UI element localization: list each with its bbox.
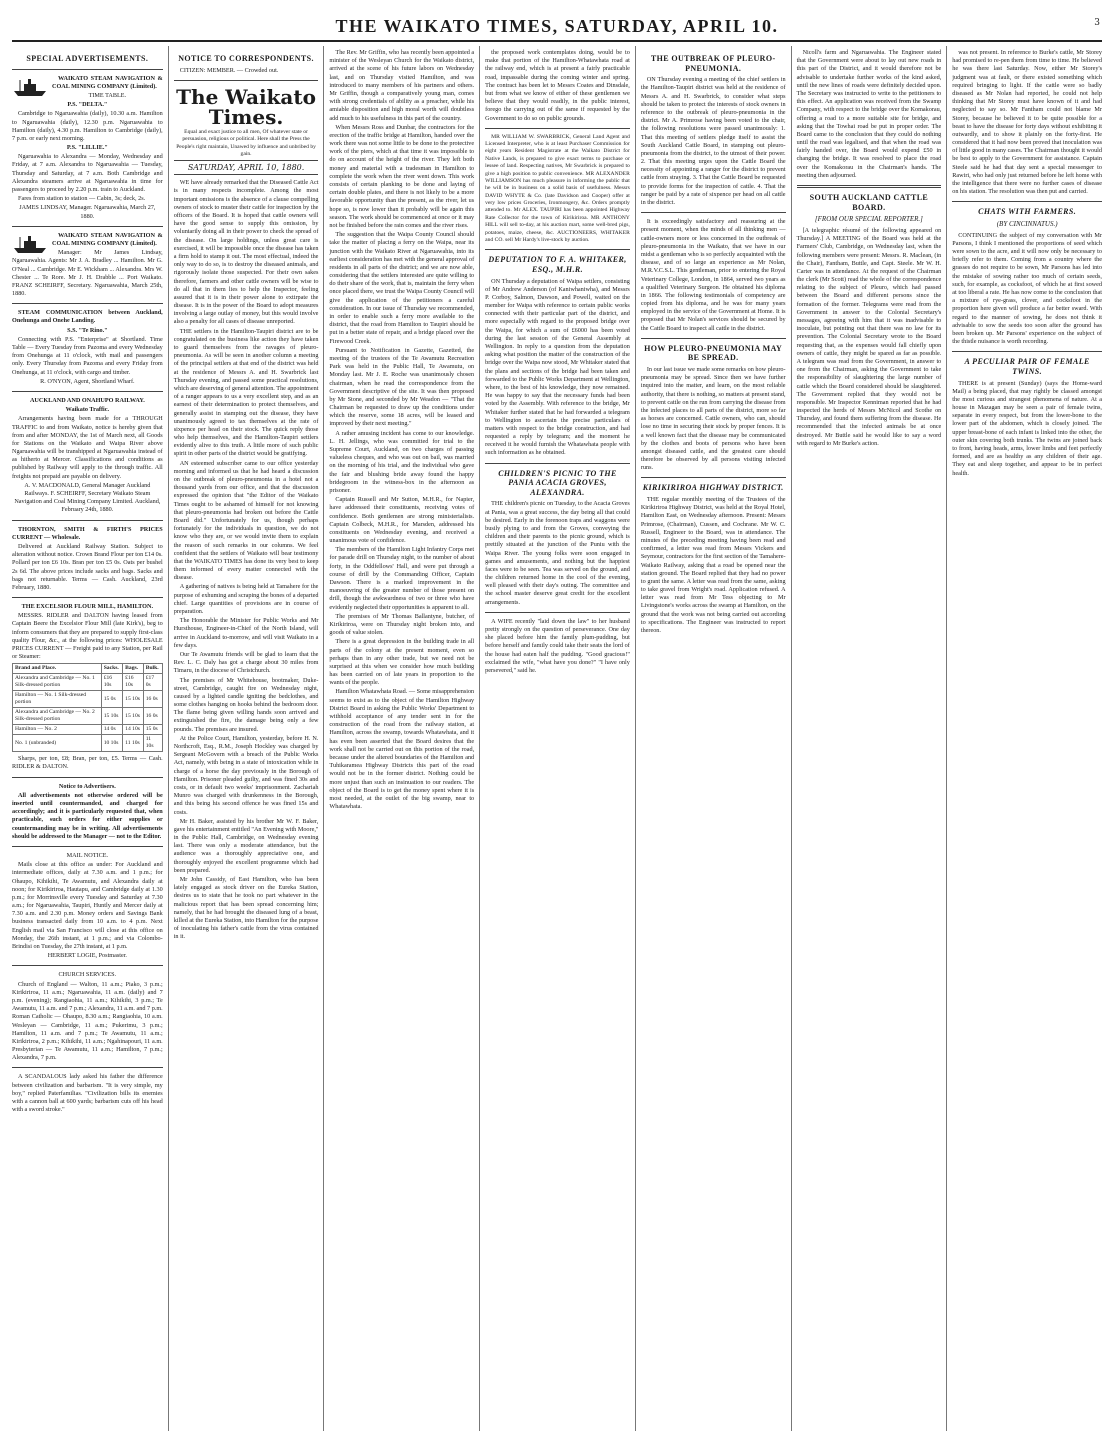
editorial-para: Our Te Awamutu friends will be glad to learn that the Rev. L. C. Daly has got a charge about 30 miles from Timaru, in the diocese of Christchurch. [173,650,319,675]
news-para: was not present. In reference to Burke's cattle, Mr Storey had promised to re-pen them from time to time. He believed he was there last Saturday. Now, either Mr Storey's judgment was at fault, or there existed something which required bringing to light. If the cattle were so badly diseased as Mr Nolan had reported, he could not help thinking that Mr Storey must have known of it and had neglected to say so. Mr Fantham could not blame Mr Storey, because he believed it to be quite possible for a beast to have the disease for forty days without exhibiting it outwardly, and to show it plainly on the forty-first. He considered that it had now been proved that inoculation was of little good in many cases. The Chairman thought it would be best to apply to the Government for assistance. Captain Steele said he had that day sent a special messenger to Rawiri, who had only just returned before he left home with the intelligence that there were no further cases of disease on his station. The resolution was then put and carried. [952,49,1102,196]
divider [485,463,630,464]
flour-price-table [12,663,163,752]
picnic-text: THE children's picnic on Tuesday, to the Acacia Groves at Pania, was a great success, the day being all that could be desired. Early in the forenoon traps and waggons were busily plying to and from the Groves, conveying the children and their parents to the picnic ground, which is prettily situated at the junction of the Puniu with the Waipa River. The young folks were soon engaged in games and amusements, and nothing but the happiest faces were to be seen. Tea was served on the ground, and the children returned home in the cool of the evening, well pleased with their day's outing. The committee and the school master deserve great credit for the excellent arrangements. [485,500,630,606]
chats-heading: CHATS WITH FARMERS. [978,207,1077,217]
editorial-para: Mr John Cassidy, of East Hamilton, who has been lately engaged as stock driver on the Eureka Station, desires us to state that he took no part whatever in the malicious report that has been spread concerning him; namely, that he had brought the diseased lung of a beast, killed at the Eureka Station, into Hamilton for the purpose of inoculating his father's cattle from the virus contained in it. [173,876,319,941]
editorial-para: Mr H. Baker, assisted by his brother Mr W. F. Baker, gave his entertainment entitled "An Evening with Moore," in the Public Hall, Cambridge, on Wednesday evening last. There was only a moderate attendance, but the audience was a thoroughly appreciative one, and thoroughly enjoyed the excellent programme which had been prepared. [173,817,319,874]
deputation-heading: DEPUTATION TO F. A. WHITAKER, ESQ., M.H.R. [488,255,627,274]
news-para: The suggestion that the Waipa County Council should take the matter of placing a ferry on the Waipa, near its junction with the Waikato River at Ngaruawahia, into its earliest consideration has met with the general approval of residents in all parts of the district; and we are now able, considering that the settlers interested are quite willing to do their share of the work, that is, maintain the ferry when once placed there, we trust the Waipa County Council will give the application of the petitioners a careful consideration. In our issue of Thursday we recommended, in order to enable such a ferry more available to the district, that the road from Hamilton to Taupiri should be put in a better state of repair, and a bridge placed over the Firewood Creek. [329,231,475,345]
lillie-title: P.S. "LILLIE." [66,144,108,152]
deputation-text: ON Thursday a deputation of Waipa settlers, consisting of Mr Andrew Anderson (of Kaniwhaniwha), and Messrs P. Corboy, Salmon, Dawson, and Powell, waited on the member for Waipa with reference to certain public works connected with their particular part of the district, and more especially with regard to the proposed bridge over the Waipa, for which a sum of £6000 has been voted during the last session of the General Assembly at Wellington. In reply to a question from the deputation asking what position the matter of the construction of the bridge over the Waipa now stood, Mr Whitaker stated that the plans and sections of the bridge had been taken and forwarded to the Public Works Department at Wellington, where, to the best of his knowledge, they now remained. He was happy to say that the necessary funds had been voted by the Assembly. With reference to the bridge, Mr Whitaker further stated that he had forwarded a telegram to Wellington to ascertain the precise particulars of matters with respect to the bridge construction, and had requested a reply by telegram; and the moment he received it he would furnish the Whatawhata people with such information as he obtained. [485,277,630,457]
table-header: Sacks. [101,664,122,674]
divider [641,212,786,213]
table-cell: 16 0s [143,691,162,708]
excelsior-footer: Sharps, per ton, £8; Bran, per ton, £5. Terms — Cash. RIDLER & DALTON. [12,755,163,771]
church-text: Church of England — Walton, 11 a.m.; Piako, 3 p.m.; Kirikiriroa, 11 a.m.; Ngaruawahia, 11 a.m. (daily) and 7 p.m. (evening); Rangiaohia, 11 a.m.; Kihikihi, 3 p.m.; Te Awamutu, 11 a.m. and 7 p.m.; Alexandra, 11 a.m. and 7 p.m. Roman Catholic — Ohaupo, 8.30 a.m.; Rangiaohia, 10 a.m. Wesleyan — Cambridge, 11 a.m.; Pukerimu, 3 p.m.; Hamilton, 11 a.m. and 7 p.m.; Te Awamutu, 11 a.m.; Kirikiriroa, 2 p.m.; Kihikihi, 11 a.m.; Ngahinapouri, 11 a.m. Presbyterian — Te Awamutu, 11 a.m.; Hamilton, 7 p.m.; Alexandra, 7 p.m. [12,980,163,1062]
small-ads: MR WILLIAM W. SWARBRICK, General Land Agent and Licensed Interpreter, who is at least Purchaser Commission for eight years Resident Magistrate at the Waikato District for Native Lands, is prepared to give exact terms to purchase or lessee of land. Respecting natives, Mr Swarbrick is prepared to give a high position to public convenience. MR ALEXANDER WILLIAMSON has much pleasure in informing the public that he will be in business on a solid basis of usefulness. Messrs DAVID WHYTE & Co. (late Davidson and Cooper) offer at very low prices Groceries, Ironmongery, &c. Orders promptly attended to. Mr ALEX. TAUPIRI has been appointed Highway Rate Collector for the town of Kirikiriroa. MR ANTHONY HILL will sell to-day, at his auction mart, some well-bred pigs, potatoes, maize, cheese, &c. AUCTIONEERS, WHITAKER and CO. sell Mr Hardy's live-stock by auction. [485,133,630,243]
table-row [13,735,163,752]
news-para: The Rev. Mr Griffin, who has recently been appointed a minister of the Wesleyan Church for the Waikato district, arrived at the scene of his future labors on Wednesday last, and on Thursday visited Hamilton, and was introduced to many members of his partners and others. Mr Griffin, though a comparatively young man, comes with strong credentials of ability as a preacher, while his amiable disposition and high moral worth will doubtless add much to his usefulness in this part of the country. [329,49,475,122]
table-cell: 14 0s [101,725,122,735]
table-cell: Hamilton — No. 1 Silk-dressed portion [13,691,102,708]
excelsior-title: THE EXCELSIOR FLOUR MILL, HAMILTON. [21,603,154,611]
steam-comm-text: Connecting with P.S. "Enterprise" at Shortland. Time Table — Every Tuesday from Pazoma and every Wednesday from Onehunga at 11 o'clock, with mail and passengers only. Every Thursday from Pazoma and every Friday from Onehunga, at 11 o'clock, with cargo and timber. [12,335,163,376]
table-cell: £16 10s [101,674,122,691]
divider [12,777,163,778]
column-4 [479,46,635,1431]
table-cell: £16 10s [123,674,144,691]
cattle-board-subheading: [FROM OUR SPECIAL REPORTER.] [814,215,923,224]
column-6 [791,46,947,1431]
news-para: A rather amusing incident has come to our knowledge. L. H. Jellings, who was committed for trial to the Supreme Court, Auckland, on two charges of passing valueless cheques, and who was out on bail, was married on the morning of his trial, and the individual who gave the fair and blushing bride away found the happy bridegroom in the witness-box in the afternoon as prisoner. [329,429,475,494]
lillie-fares: Fares from station to station — Cabin, 3s; deck, 2s. [18,195,146,203]
editorial-para: WE have already remarked that the Diseased Cattle Act is in many respects incomplete. Among the most important omissions is the absence of a clause compelling owners of stock to muster their cattle for inspection by the officers of the Board. It is hoped that cattle owners will have the good sense to supply this omission, by voluntarily doing all in their power to check the spread of the disease. On large holdings, unless great care is exercised, it will be impossible once the disease has taken a firm hold to stamp it out. The most effectual, indeed the only way to do so, is to destroy the diseased animals, and rigorously isolate those suspected. For their own sakes therefore, farmers and other cattle owners will be wise to do all that in them lies to help the Inspector, feeling assured that it is in their power alone to extirpate the disease. It is in the power of the Board to adopt measures involving a large outlay of money, but this would involve also a penalty for all cases of disease unreported. [173,179,319,326]
steam-comm-title: STEAM COMMUNICATION between Auckland, Onehunga and Onehe Landing. [12,309,163,325]
spread-heading: HOW PLEURO-PNEUMONIA MAY BE SPREAD. [644,343,783,363]
steam-co-name: WAIKATO STEAM NAVIGATION & COAL MINING COMPANY (Limited). [52,74,163,90]
notice-text: All advertisements not otherwise ordered will be inserted until countermanded, and charged for accordingly; and it is particularly requested that, when practicable, such orders for either supplies or countermanding may be in writing. All advertisements should be addressed to the Manager — not to the Editor. [12,791,163,840]
steam-co-name-2: WAIKATO STEAM NAVIGATION & COAL MINING COMPANY (Limited). [52,231,163,247]
news-para: The premises of Mr Thomas Ballantyne, butcher, of Kirikiriroa, were on Thursday night broken into, and goods of value stolen. [329,612,475,637]
pleuro-text: ON Thursday evening a meeting of the chief settlers in the Hamilton-Taupiri district was held at the residence of Messrs A. and H. Swarbrick, to consider what steps should be taken to protect the interests of stock owners in reference to the outbreak of pleuro-pneumonia in the district. Mr A. Primrose having been voted to the chair, the following resolutions were passed unanimously: 1. That this meeting of settlers pledge itself to assist the South Auckland Cattle Board, in stamping out pleuro-pneumonia from the district, to the utmost of their power. 2. That this meeting urges upon the Cattle Board the necessity of appointing a ranger for the district to prevent cattle from straying. 3. That the Cattle Board be requested to provide forms for the inspection of cattle. 4. That the ranger be paid by a rate of sixpence per head on all cattle in the district. [640,76,786,206]
kirikiriroa-text: THE regular monthly meeting of the Trustees of the Kirikiriroa Highway District, was held at the Royal Hotel, Hamilton East, on Wednesday afternoon. Present: Messrs Primrose, (Chairman), Cussen, and Cochrane. Mr W. C. Russell, Engineer to the Board, was in attendance. The minutes of the preceding meeting having been read and confirmed, a letter was read from Messrs Vickers and Seymour, contractors for the first section of the Tamahere-Waikato Railway, asking that a road be opened near the station ground. The Board replied that they had no power to grant the same. A letter was read from the same, asking to take gravel from Wright's road. Application refused. A letter was read from Mr Tess objecting to Mr Livingstone's works across the swamp at Hamilton, on the ground that the work was not being carried out according to specifications. The Engineer was instructed to report thereon. [640,496,786,635]
lindsay-sign: JAMES LINDSAY, Manager. Ngaruawahia, March 27, 1880. [19,204,156,220]
column-1 [12,46,168,1431]
table-cell: 10 10s [101,735,122,752]
column-5 [635,46,791,1431]
table-cell: £17 0s [143,674,162,691]
divider [12,597,163,598]
thornton-text: Delivered at Auckland Railway Station. Subject to alteration without notice. Crown Brand Flour per ton £14 0s. Pollard per ton £6 10s. Bran per ton £5 0s. Oats per bushel 2s 6d. The above prices include sacks and bags. Sacks and bags not returnable. Terms — Cash. Auckland, 23rd February, 1880. [12,542,163,591]
scandal-text: A SCANDALOUS lady asked his father the difference between civilization and barbarism. "It is very simple, my boy," replied Paterfamilias. "Civilization bills its enemies with a cannon ball at 600 yards; barbarism cuts off his head with a sword stroke." [12,1073,163,1114]
pleuro-heading: THE OUTBREAK OF PLEURO-PNEUMONIA. [650,54,776,73]
steam-comm-ship: S.S. "Te Rino." [67,326,108,334]
table-cell: 15 10s [123,691,144,708]
editorial-para: The premises of Mr Whitehouse, bootmaker, Duke-street, Cambridge, caught fire on Wednesday night, caused by a lighted candle igniting the bedclothes, and some clothes hanging on hooks behind the bedroom door. The flame being given willing hands soon arrived and extinguished the fire, the damage being only a few pounds. The premises are insured. [173,676,319,733]
news-para: Nicoll's farm and Ngaruawahia. The Engineer stated that the Government were about to lay out new roads in this part of the District, and it would therefore not be advisable to undertake further works of the kind asked, until the new lines of roads were definitely decided upon. The Secretary was instructed to write to the petitioners to this effect. An application was received from the Swamp Company, with respect to the bridge over the Komakorau, offering a road to a more suitable site for bridge, and asking that the Towhai road be put in proper order. The Board came to the conclusion that they could do nothing until the road was legalised, and that when the road was fairly handed over, the Board would expend £50 in changing the bridge. It was resolved to place the road over the Komakorau in the Chairman's hands. The meeting then adjourned. [796,49,942,179]
editorial-para: At the Police Court, Hamilton, yesterday, before H. N. Northcroft, Esq., R.M., Joseph Hockley was charged by Sergeant McGovern with a breach of the Public Works Act, namely, with being in a state of intoxication while in charge of a horse the day previously in the Borough of Hamilton. Prisoner pleaded guilty, and was fined 30s and costs, or in default two weeks' imprisonment. Zachariah Munro was charged with drunkenness in the Borough, and this being his second offence he was fined 15s and costs. [173,734,319,816]
table-cell: Alexandra and Cambridge — No. 2 Silk-dressed portion [13,708,102,725]
news-para: Captain Russell and Mr Sutton, M.H.R., for Napier, have addressed their constituents, receiving votes of confidence. Both gentlemen are strong ministerialists. Captain Colbeck, M.H.R., for Marsden, addressed his constituents on Wednesday evening, and received a unanimous vote of confidence. [329,496,475,545]
steamship-icon [12,77,48,97]
church-title: CHURCH SERVICES. [58,971,117,979]
paper-date: SATURDAY, APRIL 10, 1880. [174,160,319,175]
excelsior-text: MESSRS. RIDLER and DALTON having leased from Captain Beere the Excelsior Flour Mill (late Kirk's), beg to inform consumers that they are prepared to supply first-class quality Flour, &c., at the following prices: WHOLESALE PRICES CURRENT — Freight paid to any Station, per Rail or Steamer: [12,612,163,661]
steamship-icon [12,234,48,254]
news-para: When Messrs Ross and Dunbar, the contractors for the erection of the traffic bridge at Hamilton, handed over the work there was not some little to be done to the protective work of the piers, which at that time it was impossible to do on account of the height of the river. They left both money and material with a tradesman in Hamilton to complete the work when the river went down. This work consists of certain planking to be done and laying of certain double plates, and there is not likely to be a more favorable opportunity than the present, as the river, let us hope so, is now lower than it probably will be again this season. The work should be commenced at once or it may not be finished before the rain comes and the river rises. [329,123,475,229]
table-cell: 11 10s [123,735,144,752]
divider [174,80,319,81]
divider [12,965,163,966]
railway-subtitle: Waikato Traffic. [65,406,110,414]
railway-sign: A. V. MACDONALD, General Manager Auckland Railways. F. SCHEIRFF, Secretary Waikato Steam Navigation and Coal Mining Company Limited. Auckland, February 24th, 1880. [14,481,161,514]
page-number: 3 [1094,18,1100,28]
table-cell: No. 1 (unbranded) [13,735,102,752]
table-header: Bags. [123,664,144,674]
divider [12,520,163,521]
columns [12,46,1102,1431]
table-cell: 15 0s [101,691,122,708]
divider [952,351,1102,352]
editorial-para: The Honorable the Minister for Public Works and Mr Hursthouse, Engineer-in-Chief of the North Island, will arrive in Auckland to-morrow, and will visit Waikato in a few days. [173,617,319,649]
table-row [13,674,163,691]
divider [485,128,630,129]
divider [12,226,163,227]
divider [12,1067,163,1068]
divider [797,185,942,188]
table-cell: 16 0s [143,708,162,725]
thornton-title: THORNTON, SMITH & FIRTH'S PRICES CURRENT — Wholesale. [12,525,163,541]
column-3 [323,46,479,1431]
table-header: Brand and Place. [13,664,102,674]
correspondents-text: CITIZEN: MEMBER. — Crowded out. [179,66,279,74]
table-cell: 11 10s [143,735,162,752]
table-header-row [13,664,163,674]
correspondents-heading: NOTICE TO CORRESPONDENTS. [178,54,314,63]
divider [952,201,1102,202]
mail-text: Mails close at this office as under: For Auckland and intermediate offices, daily at 7.30 a.m. and 1 p.m.; for Ohaupo, Kihikihi, Te Awamutu, and Alexandra daily at noon; for Kirikiriroa, Hautapu, and Cambridge daily at 1.30 p.m.; for Morrinsville every Tuesday and Saturday at 7.30 a.m.; for Ngaruawahia, Taupiri, Huntly and Mercer daily at 7.30 a.m. and 2.30 p.m. Money orders and Savings Bank business transacted daily from 10 a.m. to 4 p.m. Next English mail via San Francisco will close at this office on Monday, the 26th instant, at 1 p.m.; and via Colombo-Brindisi on Tuesday, the 27th instant, at 1 p.m. [12,861,163,950]
table-cell: 15 0s [143,725,162,735]
delta-title: P.S. "DELTA." [67,101,108,109]
divider [12,846,163,847]
chats-text: CONTINUING the subject of my conversation with Mr Parsons, I think I mentioned the proportions of seed which were sown to the acre, and it will now only be necessary to briefly refer to them. Coming from a country where the grasses do not require to be sown, Mr Parsons has led into the mistake of sowing rather too much of certain seeds, such, for example, as cocksfoot, of which he at first sowed at too liberal a rate. He has now come to the conclusion that a mixture of rye-grass, clover, and cocksfoot in the proportion here given will produce a far better sward. With regard to the manner of sowing, he does not think it advisable to sow the seeds too soon after the ground has been broken up. Mr Parsons' experience on the subject of the thistle nuisance is worth recording. [952,231,1102,346]
mail-title: MAIL NOTICE. [66,851,109,859]
masthead-title: THE WAIKATO TIMES, SATURDAY, APRIL 10. [335,16,779,36]
cattle-board-heading: SOUTH AUCKLAND CATTLE BOARD. [809,193,929,212]
column-7 [946,46,1102,1431]
masthead [12,10,1102,42]
table-header: Bulk. [143,664,162,674]
twins-heading: A PECULIAR PAIR OF FEMALE TWINS. [964,357,1090,376]
news-para: Pursuant to Notification in Gazette, Gazetted, the meeting of the trustees of the Te Awamutu Recreation Park was held in the Public Hall, Te Awamutu, on Monday last. Mr J. E. Roche was unanimously chosen chairman, when he read the correspondence from the Government descriptive of the site. It was then proposed by Mr Stone, and seconded by Mr Weadon — "That the Chairman be requested to draw up the conditions under which the reserve, some 18 acres, will be leased and improved by their next meeting." [329,346,475,428]
picnic-heading: CHILDREN'S PICNIC TO THE PANIA ACACIA GROVES, ALEXANDRA. [498,468,617,497]
column-2 [168,46,324,1431]
table-cell: Alexandra and Cambridge — No. 1 Silk-dressed portion [13,674,102,691]
news-para: the proposed work contemplates doing, would be to make that portion of the Hamilton-Whatawhata road at the railway end, which is at present a fairly practicable road, impassable during the coming winter and spring. The contract has been let to Messrs Coates and Dinsdale, but from what we know of either of these gentlemen we believe that they would readily, in the public interest, forego the carrying out of the same if requested by the Government to do so on public grounds. [485,49,630,122]
twins-text: THERE is at present (Sunday) (says the Home-ward Mail) a being placed, that may rightly be classed amongst the most curious and strangest phenomena of nature. At a house in Mazagan may be seen a pair of female twins, separate in every respect, but from the lower-bone to the lower part of the abdomen, which is closely joined. The upper breast-bone of each infant is linked into the other, the outer skin covering both trunks. The twins are joined back to front, having heads, arms, lower limbs and feet perfectly formed, and are as healthy as any children of their age. They eat and sleep together, and appear to be in perfect health. [952,379,1102,477]
divider [12,391,163,392]
table-body [13,674,163,752]
news-para: The members of the Hamilton Light Infantry Corps met for parade drill on Thursday night, to the number of about forty, in the Oddfellows' Hall, and were put through a course of drill by the Commanding Officer, Captain Dawson. There is a marked improvement in the manoeuvring of the greater number of those present on drill, though the awkwardness of two or three who have evidently neglected their opportunities is apparent to all. [329,546,475,611]
steam-co-agents: Manager: Mr James Lindsay, Ngaruawahia. Agents: Mr J. A. Bradley ... Hamilton. Mr G. O'Neal ... Cambridge. Mr E. Wickham ... Alexandra. Mrs W. Chester ... Te Rore. Mr J. H. Drabble ... Port Waikato. FRANZ SCHEIRFF, Secretary. Ngaruawahia, March 25th, 1880. [12,249,163,298]
divider [641,338,786,339]
chats-byline: (BY CINCINNATUS.) [996,219,1058,228]
divider [641,477,786,478]
editorial-para: AN esteemed subscriber came to our office yesterday morning and informed us that he had heard a discussion on the outbreak of pleuro-pneumonia in a hotel not a thousand yards from our office, and that the discussion expressed the opinion that "the Editor of the Waikato Times ought to be ashamed of himself for not knowing that pleuro-pneumonia had broken out before the Cattle Board did." Unfortunately for us, though perhaps fortunately for the individuals in question, we do not know who they are, or we would invite them to explain the reason of such remarks in our columns. We feel confident that the settlers of Waikato will bear testimony that the WAIKATO TIMES has done its very best to keep them informed of every matter connected with the disease. [173,459,319,582]
divider [485,612,630,613]
paper-title: The Waikato Times. [176,84,316,129]
notice-title: Notice to Advertisers. [58,782,116,790]
editorial-para: THE settlers in the Hamilton-Taupiri district are to be congratulated on the business like action they have taken to guard themselves from the ravages of pleuro-pneumonia. As will be seen in another column a meeting of the principal settlers at that end of the district was held at the residence of Messrs A. and H. Swarbrick last Thursday evening, and passed some practical resolutions, which are deserving of general attention. The appointment of a ranger appears to us a very excellent step, and as an earnest of their determination to protect themselves, and generally assist in stamping out the disease, they have unanimously agreed to tax themselves at the rate of sixpence per head on their stock. The quick reply those who help themselves, and the Hamilton-Taupiri settlers evidently alive to this truth. A little more of such public spirit in other parts of the district would be gratifying. [173,327,319,458]
news-para: There is a great depression in the building trade in all parts of the colony at the present moment, even so perhaps than in any other trade, but we need not be surprised at this when we consider how much building has been carried on of late years in proportion to the wants of the people. [329,638,475,687]
table-cell: Hamilton — No. 2 [13,725,102,735]
table-row [13,708,163,725]
table-cell: 15 10s [101,708,122,725]
kirikiriroa-heading: KIRIKIRIROA HIGHWAY DISTRICT. [642,483,784,493]
steam-comm-sign: R. O'NYON, Agent, Shortland Wharf. [40,377,135,385]
divider [12,303,163,304]
spread-text: In our last issue we made some remarks on how pleuro-pneumonia may be spread. Since then we have further inquired into the matter, and learn, on the most reliable authority, that there is nothing, so matters at present stand, to prevent cattle on the run from carrying the disease from the infected places to all parts of the district, more so far as horses are concerned. Cattle owners, who can, should lose no time in securing their stock by proper fences. It is a well known fact that the disease may be communicated by the clothes and boots of persons who have been amongst diseased cattle, and the greatest care should therefore be observed by all persons visiting infected runs. [640,366,786,472]
time-table-title: TIME TABLE. [88,91,127,99]
news-para: Hamilton Whatawhata Road. — Some misapprehension seems to exist as to the object of the Hamilton Highway District Board in asking the Public Works' Department to withhold acceptance of any tender sent in for the construction of the road from the railway station, at Hamilton, across the swamp, towards Whatawhata, and it has even been asserted that the Board desires that the work shall not be carried out on this portion of the road, because under the altered boundaries of the Hamilton and Tuhikaramea Highway Districts this part of the road would not be in the former district. Nothing could be more unjust than such an insinuation to our readers. The object of the Board is to get the money spent where it is most needed, at the outlet of the big swamp, near to Whatawhata. [329,688,475,811]
table-cell: 15 10s [123,708,144,725]
divider [12,69,163,70]
anecdote-text: A WIFE recently "laid down the law" to her husband pretty strongly on the question of perseverance. One day she placed before him the family plum-pudding, but before herself and family could take their seats the lord of the house had eaten half the pudding. "Good gracious!" exclaimed the wife, "what have you done?" "I have only persevered," said he. [485,617,630,674]
lillie-text: Ngaruawahia to Alexandra — Monday, Wednesday and Friday, at 7 a.m. Alexandra to Ngaruawahia — Tuesday, Thursday and Saturday, at 7 a.m. Both Cambridge and Alexandra steamers arrive at Ngaruawahia in time for passengers to proceed by 2.20 p.m. train to Auckland. [12,153,163,194]
pleuro-continued: It is exceedingly satisfactory and reassuring at the present moment, when the minds of all thinking men — cattle-owners more or less concerned in the outbreak of pleuro-pneumonia in the Waikato, that we have in our midst a gentleman who is so perfectly acquainted with the disease, and of so large an experience as Mr Nolan, M.R.V.C.S.L. This gentleman, prior to entering the Royal Veterinary College, London, in 1864, served two years as a qualified Veterinary Surgeon. He obtained his diploma in 1866. The following testimonials of competency are copied from his diploma, and he was for many years employed in the service of the Government at Home. It is proposed that Mr Nolan's services should be secured by the Cattle Board to inspect all cattle in the district. [640,218,786,332]
delta-text: Cambridge to Ngaruawahia (daily), 10.30 a.m. Hamilton to Ngaruawahia (daily), 12.30 p.m. Ngaruawahia to Hamilton (daily), 4.30 p.m. Hamilton to Cambridge (daily), 7 p.m. or early next morning. [12,110,163,142]
cattle-board-text: [A telegraphic résumé of the following appeared on Thursday.] A MEETING of the Board was held at the Farmers' Club, Cambridge, on Wednesday last, when the following members were present: Messrs. R. Maclean, (in the Chair), Fantham, Buttle, and Capt. Steele. Mr W. H. Carter was in attendance. At the request of the Chairman the clerk (Mr Scott) read the whole of the correspondence relating to the subject of Pleuro, which had passed between the Board and different persons since the formation of the former. Telegrams were read from the Government in answer to the Colonial Secretary's messages, agreeing with him that it was inadvisable to inoculate, but pointing out that there was no law for its prevention. The Colonial Secretary wrote to the Board requesting that, as the expenses would fall chiefly upon owners of cattle, they might be spared as far as possible. A telegram was read from the Government, in answer to one from the Chairman, asking the Government to take the responsibility of slaughtering the large number of cattle which the Board considered should be slaughtered. The Government replied that they would not be responsible. Mr Inspector Kenniman reported that he had inspected the herds of Messrs McNicol and Scothe on Thursday, and found them suffering from the disease. He recommended that the infected animals be at once destroyed. Mr Buttle said he would like to say a word with regard to Mr Burke's action. [796,226,942,447]
table-row [13,691,163,708]
railway-title: AUCKLAND AND ONAHUPO RAILWAY. [29,396,145,404]
table-row [13,725,163,735]
table-cell: 14 10s [123,725,144,735]
editorial-para: A gathering of natives is being held at Tamahere for the purpose of exhuming and scraping the bones of a departed chief. Large quantities of provisions are in course of preparation. [173,583,319,616]
divider [485,249,630,250]
mail-sign: HERBERT LOGIE, Postmaster. [47,952,127,960]
paper-tagline: Equal and exact justice to all men, Of whatever state or persuasion, religious or political. Here shall the Press the People's right maintain, Unawed by influence and unbribed by gain. [176,128,316,157]
special-ads-heading: SPECIAL ADVERTISEMENTS. [26,54,149,63]
railway-text: Arrangements having been made for a THROUGH TRAFFIC to and from Waikato, notice is hereby given that from and after MONDAY, the 1st of March next, all Goods for Stations on the Waikato and Waipa River above Ngaruawahia will be transhipped at Ngaruawahia instead of as hitherto at Mercer. Classifications and conditions as published by Railway will apply to the through traffic. All freights not prepaid are payable on delivery. [12,415,163,480]
